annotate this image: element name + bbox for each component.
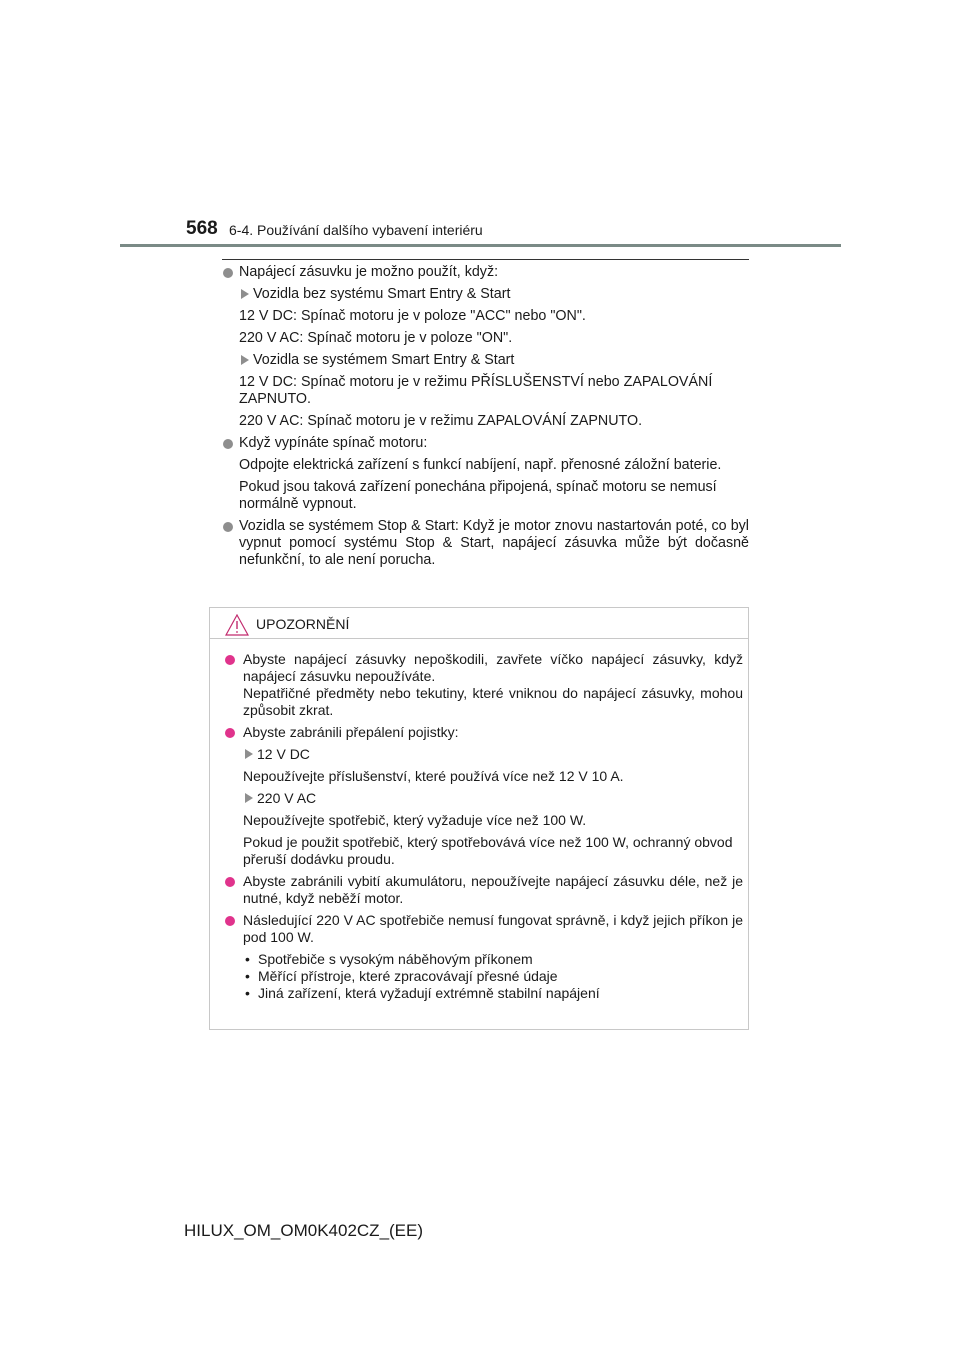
- paragraph: 12 V DC: Spínač motoru je v poloze "ACC" nebo "ON".: [239, 308, 586, 324]
- caution-title: UPOZORNĚNÍ: [256, 616, 350, 632]
- body-text: [222, 264, 749, 574]
- triangle-arrow-icon: [241, 289, 249, 299]
- round-bullet-icon: [225, 728, 235, 738]
- caution-bullet-item: [223, 651, 743, 719]
- sub-heading-text: 12 V DC: [257, 746, 310, 762]
- bullet-text: Abyste zabránili vybití akumulátoru, nepoužívejte napájecí zásuvku déle, než je nutné, když neběží motor.: [243, 873, 743, 906]
- bullet-item: [222, 264, 749, 281]
- sub-heading-text: Vozidla se systémem Smart Entry & Start: [253, 352, 515, 368]
- bullet-text: Následující 220 V AC spotřebiče nemusí fungovat správně, i když jejich příkon je pod 100 W.: [243, 912, 743, 945]
- triangle-arrow-icon: [241, 355, 249, 365]
- caution-bullet-item: [223, 873, 743, 907]
- paragraph: Pokud jsou taková zařízení ponechána připojená, spínač motoru se nemusí normálně vypnout.: [239, 479, 717, 512]
- footer-code: HILUX_OM_OM0K402CZ_(EE): [184, 1221, 424, 1240]
- list-item: • Měřící přístroje, které zpracovávají přesné údaje: [243, 968, 743, 985]
- dot-list: [243, 951, 743, 1002]
- bullet-text: Vozidla se systémem Stop & Start: Když je motor znovu nastartován poté, co byl vypnut pomocí systému Stop & Start, napájecí zásuvka může být dočasně nefunkční, to ale není porucha.: [239, 518, 749, 568]
- list-item: • Spotřebiče s vysokým náběhovým příkonem: [243, 951, 743, 968]
- round-bullet-icon: [225, 877, 235, 887]
- caution-header: [210, 608, 748, 639]
- content-top-rule: [222, 259, 749, 260]
- caution-box: [209, 607, 749, 1030]
- warning-triangle-icon: [225, 614, 249, 636]
- sub-heading: [243, 746, 743, 763]
- bullet-text: Abyste zabránili přepálení pojistky:: [243, 724, 459, 740]
- list-item: • Jiná zařízení, která vyžadují extrémně stabilní napájení: [243, 985, 743, 1002]
- paragraph: Nepoužívejte spotřebič, který vyžaduje více než 100 W.: [243, 812, 587, 828]
- bullet-item: [222, 518, 749, 569]
- bullet-text: Napájecí zásuvku je možno použít, když:: [239, 264, 499, 280]
- sub-heading-text: Vozidla bez systému Smart Entry & Start: [253, 286, 511, 302]
- caution-bullet-item: [223, 912, 743, 946]
- round-bullet-icon: [225, 655, 235, 665]
- paragraph: 12 V DC: Spínač motoru je v režimu PŘÍSLUŠENSTVÍ nebo ZAPALOVÁNÍ ZAPNUTO.: [239, 374, 713, 407]
- sub-heading: [239, 286, 749, 303]
- sub-heading: [239, 352, 749, 369]
- bullet-item: [222, 435, 749, 452]
- paragraph: 220 V AC: Spínač motoru je v poloze "ON".: [239, 330, 513, 346]
- caution-bullet-item: [223, 724, 743, 741]
- bullet-text: Nepatřičné předměty nebo tekutiny, které vniknou do napájecí zásuvky, mohou způsobit zkrat.: [243, 685, 743, 718]
- header-rule: [120, 244, 841, 247]
- round-bullet-icon: [223, 522, 233, 532]
- paragraph: Nepoužívejte příslušenství, které používá více než 12 V 10 A.: [243, 768, 624, 784]
- sub-heading: [243, 790, 743, 807]
- triangle-arrow-icon: [245, 749, 253, 759]
- round-bullet-icon: [223, 439, 233, 449]
- bullet-text: Když vypínáte spínač motoru:: [239, 435, 428, 451]
- bullet-text: Abyste napájecí zásuvky nepoškodili, zavřete víčko napájecí zásuvky, když napájecí zásuvku nepoužíváte.: [243, 651, 743, 684]
- paragraph: Pokud je použit spotřebič, který spotřebovává více než 100 W, ochranný obvod přeruší dodávku proudu.: [243, 834, 733, 867]
- triangle-arrow-icon: [245, 793, 253, 803]
- sub-heading-text: 220 V AC: [257, 790, 317, 806]
- caution-body: [223, 651, 743, 1002]
- section-title: 6-4. Používání dalšího vybavení interiéru: [229, 222, 483, 238]
- round-bullet-icon: [223, 268, 233, 278]
- paragraph: 220 V AC: Spínač motoru je v režimu ZAPALOVÁNÍ ZAPNUTO.: [239, 413, 643, 429]
- page-number: 568: [186, 218, 218, 239]
- paragraph: Odpojte elektrická zařízení s funkcí nabíjení, např. přenosné záložní baterie.: [239, 457, 722, 473]
- round-bullet-icon: [225, 916, 235, 926]
